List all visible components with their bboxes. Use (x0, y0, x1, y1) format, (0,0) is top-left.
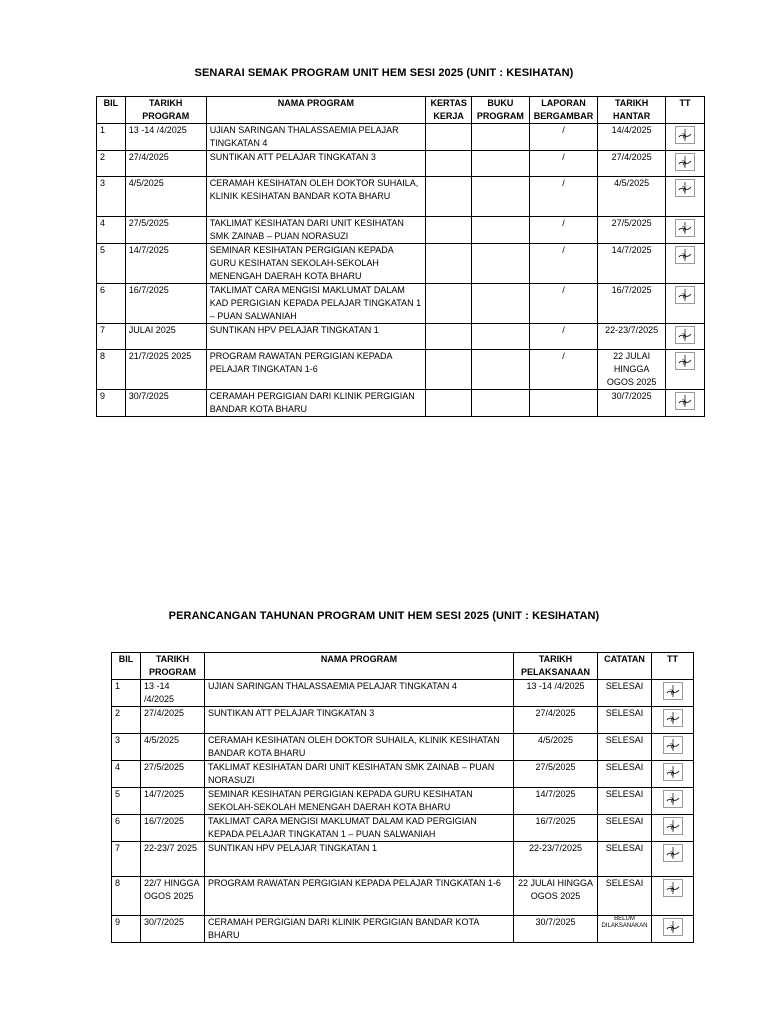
annual-plan-table (111, 652, 694, 943)
table-row (97, 124, 705, 151)
kertas-kerja-cell (426, 124, 472, 151)
nama-program-cell: TAKLIMAT CARA MENGISI MAKLUMAT DALAM KAD PERGIGIAN KEPADA PELAJAR TINGKATAN 1 – PUAN SALWANIAH (206, 284, 425, 324)
catatan-cell: BELUM DILAKSANAKAN (598, 916, 652, 943)
signature-icon (675, 326, 695, 344)
tarikh-pelaksanaan-cell: 30/7/2025 (514, 916, 598, 943)
tt-cell (652, 788, 694, 815)
tarikh-hantar-cell: 27/5/2025 (598, 217, 666, 244)
kertas-kerja-cell (426, 217, 472, 244)
tarikh-program-cell: 30/7/2025 (125, 390, 206, 417)
laporan-bergambar-cell: / (529, 244, 598, 284)
tarikh-program-cell: 22-23/7 2025 (141, 842, 205, 877)
buku-program-cell (472, 284, 529, 324)
tarikh-program-cell: 4/5/2025 (141, 734, 205, 761)
laporan-bergambar-cell: / (529, 350, 598, 390)
tarikh-pelaksanaan-cell: 27/4/2025 (514, 707, 598, 734)
catatan-cell: SELESAI (598, 815, 652, 842)
table-row (97, 324, 705, 350)
bil-cell: 3 (97, 177, 126, 217)
table-row (112, 842, 694, 877)
annual-plan-title: PERANCANGAN TAHUNAN PROGRAM UNIT HEM SESI 2025 (UNIT : KESIHATAN) (168, 610, 600, 622)
col-laporan-bergambar: LAPORAN BERGAMBAR (529, 97, 598, 124)
tt-cell (652, 815, 694, 842)
nama-program-cell: TAKLIMAT KESIHATAN DARI UNIT KESIHATAN SMK ZAINAB – PUAN NORASUZI (206, 217, 425, 244)
table-row (112, 680, 694, 707)
col-bil: BIL (97, 97, 126, 124)
nama-program-cell: UJIAN SARINGAN THALASSAEMIA PELAJAR TINGKATAN 4 (205, 680, 514, 707)
tarikh-hantar-cell: 14/7/2025 (598, 244, 666, 284)
laporan-bergambar-cell: / (529, 217, 598, 244)
tt-cell (652, 842, 694, 877)
bil-cell: 7 (97, 324, 126, 350)
tt-cell (652, 680, 694, 707)
kertas-kerja-cell (426, 177, 472, 217)
signature-icon (675, 392, 695, 410)
buku-program-cell (472, 177, 529, 217)
tarikh-program-cell: 16/7/2025 (141, 815, 205, 842)
tarikh-pelaksanaan-cell: 14/7/2025 (514, 788, 598, 815)
nama-program-cell: CERAMAH PERGIGIAN DARI KLINIK PERGIGIAN BANDAR KOTA BHARU (205, 916, 514, 943)
col-tt: TT (652, 653, 694, 680)
checklist-table (96, 96, 705, 417)
bil-cell: 9 (112, 916, 141, 943)
col-tarikh-pelaksanaan: TARIKH PELAKSANAAN (514, 653, 598, 680)
catatan-cell: SELESAI (598, 680, 652, 707)
nama-program-cell: UJIAN SARINGAN THALASSAEMIA PELAJAR TINGKATAN 4 (206, 124, 425, 151)
col-tarikh-program: TARIKH PROGRAM (141, 653, 205, 680)
tarikh-program-cell: 13 -14 /4/2025 (141, 680, 205, 707)
nama-program-cell: TAKLIMAT CARA MENGISI MAKLUMAT DALAM KAD PERGIGIAN KEPADA PELAJAR TINGKATAN 1 – PUAN SALWANIAH (205, 815, 514, 842)
signature-icon (675, 286, 695, 304)
signature-icon (675, 153, 695, 171)
signature-icon (675, 219, 695, 237)
kertas-kerja-cell (426, 350, 472, 390)
signature-icon (675, 126, 695, 144)
tt-cell (665, 350, 704, 390)
bil-cell: 2 (97, 151, 126, 177)
signature-icon (675, 246, 695, 264)
tarikh-program-cell: 27/5/2025 (141, 761, 205, 788)
signature-icon (663, 709, 683, 727)
bil-cell: 8 (97, 350, 126, 390)
buku-program-cell (472, 244, 529, 284)
tt-cell (665, 177, 704, 217)
signature-icon (663, 879, 683, 897)
table-header-row (112, 653, 694, 680)
signature-icon (663, 844, 683, 862)
tarikh-program-cell: 16/7/2025 (125, 284, 206, 324)
tarikh-program-cell: JULAI 2025 (125, 324, 206, 350)
nama-program-cell: SUNTIKAN HPV PELAJAR TINGKATAN 1 (206, 324, 425, 350)
tarikh-program-cell: 27/4/2025 (125, 151, 206, 177)
col-tarikh-program: TARIKH PROGRAM (125, 97, 206, 124)
signature-icon (663, 918, 683, 936)
buku-program-cell (472, 217, 529, 244)
catatan-cell: SELESAI (598, 788, 652, 815)
tarikh-hantar-cell: 27/4/2025 (598, 151, 666, 177)
tarikh-hantar-cell: 14/4/2025 (598, 124, 666, 151)
buku-program-cell (472, 151, 529, 177)
col-kertas-kerja: KERTAS KERJA (426, 97, 472, 124)
kertas-kerja-cell (426, 244, 472, 284)
nama-program-cell: TAKLIMAT KESIHATAN DARI UNIT KESIHATAN SMK ZAINAB – PUAN NORASUZI (205, 761, 514, 788)
nama-program-cell: PROGRAM RAWATAN PERGIGIAN KEPADA PELAJAR TINGKATAN 1-6 (206, 350, 425, 390)
tt-cell (665, 151, 704, 177)
table-row (97, 151, 705, 177)
tt-cell (665, 217, 704, 244)
tarikh-pelaksanaan-cell: 22-23/7/2025 (514, 842, 598, 877)
catatan-cell: SELESAI (598, 842, 652, 877)
nama-program-cell: CERAMAH PERGIGIAN DARI KLINIK PERGIGIAN BANDAR KOTA BHARU (206, 390, 425, 417)
laporan-bergambar-cell: / (529, 284, 598, 324)
nama-program-cell: SEMINAR KESIHATAN PERGIGIAN KEPADA GURU KESIHATAN SEKOLAH-SEKOLAH MENENGAH DAERAH KOTA BHARU (205, 788, 514, 815)
checklist-title: SENARAI SEMAK PROGRAM UNIT HEM SESI 2025 (UNIT : KESIHATAN) (194, 67, 574, 79)
tarikh-hantar-cell: 4/5/2025 (598, 177, 666, 217)
tt-cell (665, 324, 704, 350)
signature-icon (663, 736, 683, 754)
tt-cell (665, 390, 704, 417)
tarikh-pelaksanaan-cell: 13 -14 /4/2025 (514, 680, 598, 707)
tt-cell (665, 124, 704, 151)
signature-icon (663, 763, 683, 781)
col-nama-program: NAMA PROGRAM (205, 653, 514, 680)
table-row (97, 390, 705, 417)
kertas-kerja-cell (426, 151, 472, 177)
tarikh-program-cell: 13 -14 /4/2025 (125, 124, 206, 151)
bil-cell: 6 (97, 284, 126, 324)
tarikh-program-cell: 22/7 HINGGA OGOS 2025 (141, 877, 205, 916)
tarikh-program-cell: 21/7/2025 2025 (125, 350, 206, 390)
tt-cell (665, 284, 704, 324)
tarikh-hantar-cell: 30/7/2025 (598, 390, 666, 417)
bil-cell: 1 (97, 124, 126, 151)
col-bil: BIL (112, 653, 141, 680)
nama-program-cell: CERAMAH KESIHATAN OLEH DOKTOR SUHAILA, KLINIK KESIHATAN BANDAR KOTA BHARU (206, 177, 425, 217)
bil-cell: 1 (112, 680, 141, 707)
nama-program-cell: SEMINAR KESIHATAN PERGIGIAN KEPADA GURU KESIHATAN SEKOLAH-SEKOLAH MENENGAH DAERAH KOTA BHARU (206, 244, 425, 284)
tt-cell (652, 761, 694, 788)
bil-cell: 5 (97, 244, 126, 284)
buku-program-cell (472, 350, 529, 390)
tarikh-pelaksanaan-cell: 4/5/2025 (514, 734, 598, 761)
tarikh-pelaksanaan-cell: 22 JULAI HINGGA OGOS 2025 (514, 877, 598, 916)
table-row (112, 815, 694, 842)
laporan-bergambar-cell (529, 390, 598, 417)
tt-cell (652, 734, 694, 761)
bil-cell: 4 (97, 217, 126, 244)
laporan-bergambar-cell: / (529, 124, 598, 151)
tarikh-program-cell: 27/5/2025 (125, 217, 206, 244)
table-row (112, 734, 694, 761)
nama-program-cell: SUNTIKAN HPV PELAJAR TINGKATAN 1 (205, 842, 514, 877)
col-tarikh-hantar: TARIKH HANTAR (598, 97, 666, 124)
kertas-kerja-cell (426, 324, 472, 350)
tt-cell (652, 916, 694, 943)
table-row (97, 217, 705, 244)
laporan-bergambar-cell: / (529, 324, 598, 350)
col-tt: TT (665, 97, 704, 124)
tarikh-program-cell: 30/7/2025 (141, 916, 205, 943)
nama-program-cell: SUNTIKAN ATT PELAJAR TINGKATAN 3 (205, 707, 514, 734)
bil-cell: 5 (112, 788, 141, 815)
bil-cell: 9 (97, 390, 126, 417)
tarikh-program-cell: 4/5/2025 (125, 177, 206, 217)
laporan-bergambar-cell: / (529, 151, 598, 177)
col-catatan: CATATAN (598, 653, 652, 680)
tarikh-program-cell: 27/4/2025 (141, 707, 205, 734)
table-row (112, 707, 694, 734)
table-row (112, 916, 694, 943)
bil-cell: 7 (112, 842, 141, 877)
tarikh-program-cell: 14/7/2025 (125, 244, 206, 284)
kertas-kerja-cell (426, 390, 472, 417)
nama-program-cell: PROGRAM RAWATAN PERGIGIAN KEPADA PELAJAR TINGKATAN 1-6 (205, 877, 514, 916)
tarikh-pelaksanaan-cell: 27/5/2025 (514, 761, 598, 788)
col-buku-program: BUKU PROGRAM (472, 97, 529, 124)
bil-cell: 4 (112, 761, 141, 788)
tt-cell (652, 877, 694, 916)
catatan-cell: SELESAI (598, 761, 652, 788)
catatan-cell: SELESAI (598, 734, 652, 761)
buku-program-cell (472, 124, 529, 151)
signature-icon (663, 682, 683, 700)
tarikh-hantar-cell: 22-23/7/2025 (598, 324, 666, 350)
table-row (112, 761, 694, 788)
bil-cell: 3 (112, 734, 141, 761)
buku-program-cell (472, 390, 529, 417)
catatan-cell: SELESAI (598, 707, 652, 734)
col-nama-program: NAMA PROGRAM (206, 97, 425, 124)
laporan-bergambar-cell: / (529, 177, 598, 217)
table-row (97, 177, 705, 217)
table-row (112, 788, 694, 815)
tarikh-program-cell: 14/7/2025 (141, 788, 205, 815)
tt-cell (665, 244, 704, 284)
tt-cell (652, 707, 694, 734)
bil-cell: 6 (112, 815, 141, 842)
kertas-kerja-cell (426, 284, 472, 324)
tarikh-pelaksanaan-cell: 16/7/2025 (514, 815, 598, 842)
table-header-row (97, 97, 705, 124)
tarikh-hantar-cell: 16/7/2025 (598, 284, 666, 324)
table-row (97, 350, 705, 390)
table-row (112, 877, 694, 916)
signature-icon (663, 790, 683, 808)
bil-cell: 8 (112, 877, 141, 916)
bil-cell: 2 (112, 707, 141, 734)
table-row (97, 244, 705, 284)
tarikh-hantar-cell: 22 JULAI HINGGA OGOS 2025 (598, 350, 666, 390)
table-row (97, 284, 705, 324)
signature-icon (663, 817, 683, 835)
nama-program-cell: SUNTIKAN ATT PELAJAR TINGKATAN 3 (206, 151, 425, 177)
catatan-cell: SELESAI (598, 877, 652, 916)
nama-program-cell: CERAMAH KESIHATAN OLEH DOKTOR SUHAILA, KLINIK KESIHATAN BANDAR KOTA BHARU (205, 734, 514, 761)
signature-icon (675, 352, 695, 370)
buku-program-cell (472, 324, 529, 350)
signature-icon (675, 179, 695, 197)
